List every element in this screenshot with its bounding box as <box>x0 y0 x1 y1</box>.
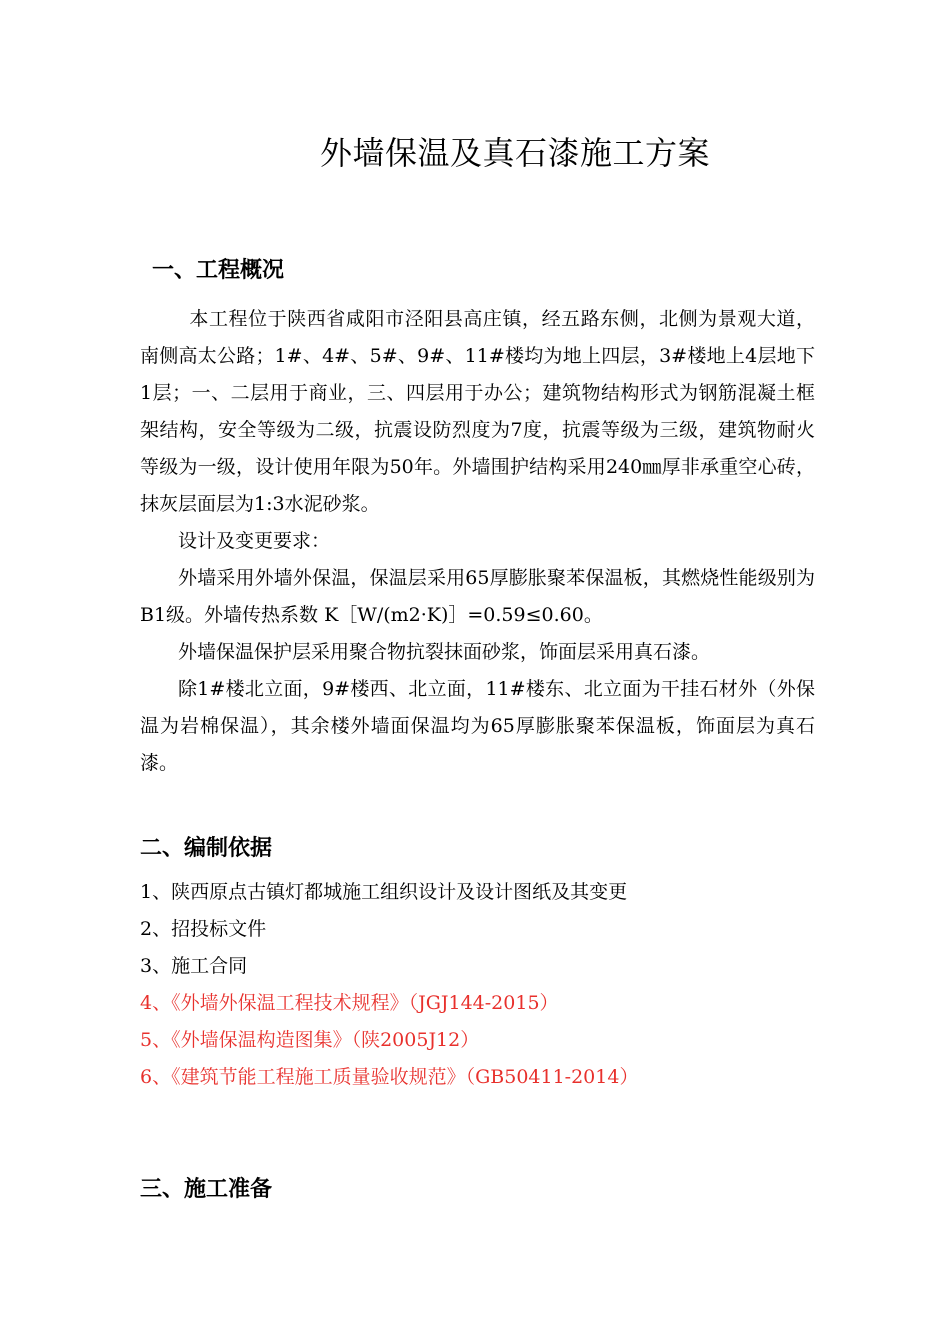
paragraph-project-overview: 本工程位于陕西省咸阳市泾阳县高庄镇，经五路东侧，北侧为景观大道，南侧高太公路；1#、4#、5#、9#、11#楼均为地上四层，3#楼地上4层地下1层；一、二层用于商业，三、四层用于办公；建筑物结构形式为钢筋混凝土框架结构，安全等级为二级，抗震设防烈度为7度，抗震等级为三级，建筑物耐火等级为一级，设计使用年限为50年。外墙围护结构采用240㎜厚非承重空心砖，抹灰层面层为1:3水泥砂浆。 <box>140 308 815 515</box>
paragraph-protective-layer: 外墙保温保护层采用聚合物抗裂抹面砂浆，饰面层采用真石漆。 <box>178 641 711 663</box>
section-heading-overview: 一、工程概况 <box>152 258 285 283</box>
list-item: 4、《外墙外保温工程技术规程》（JGJ144-2015） <box>140 992 559 1014</box>
list-item: 1、陕西原点古镇灯都城施工组织设计及设计图纸及其变更 <box>140 881 628 903</box>
paragraph-design-requirements: 设计及变更要求： <box>178 530 331 552</box>
list-item: 3、施工合同 <box>140 955 248 977</box>
paragraph-insulation-spec: 外墙采用外墙外保温，保温层采用65厚膨胀聚苯保温板，其燃烧性能级别为B1级。外墙传热系数 K［W/(m2·K)］=0.59≤0.60。 <box>140 567 815 626</box>
section-heading-basis: 二、编制依据 <box>140 836 273 861</box>
list-item: 5、《外墙保温构造图集》（陕2005J12） <box>140 1029 480 1051</box>
basis-list <box>140 874 638 1096</box>
document-title: 外墙保温及真石漆施工方案 <box>319 134 710 172</box>
paragraph-exceptions: 除1#楼北立面，9#楼西、北立面，11#楼东、北立面为干挂石材外（外保温为岩棉保温），其余楼外墙面保温均为65厚膨胀聚苯保温板，饰面层为真石漆。 <box>140 678 815 774</box>
list-item: 6、《建筑节能工程施工质量验收规范》（GB50411-2014） <box>140 1066 639 1088</box>
section-heading-preparation: 三、施工准备 <box>140 1177 273 1202</box>
list-item: 2、招投标文件 <box>140 918 267 940</box>
